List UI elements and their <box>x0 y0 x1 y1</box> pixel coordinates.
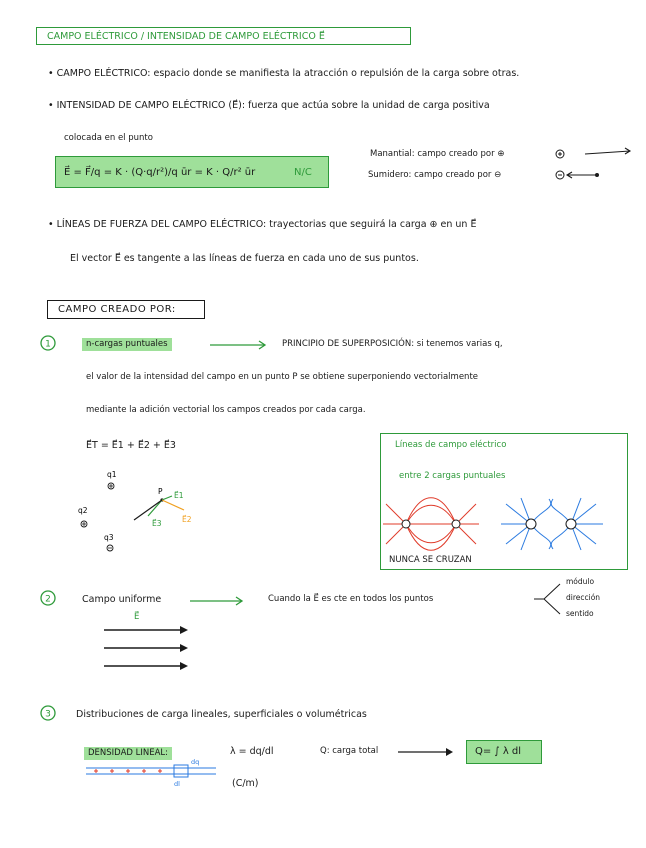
densidad-unit: (C/m) <box>232 778 259 789</box>
item2-vector-label: E⃗ <box>134 612 140 622</box>
lines-box-title2: entre 2 cargas puntuales <box>399 471 506 481</box>
like-charges-field-lines <box>501 498 603 550</box>
item1-label: n-cargas puntuales <box>82 338 172 351</box>
intensity-unit: N/C <box>294 167 312 178</box>
e3-label: E⃗3 <box>152 519 162 528</box>
lines-box-caption: NUNCA SE CRUZAN <box>389 555 472 565</box>
densidad-result: Q= ∫ λ dl <box>475 746 522 757</box>
page-title: CAMPO ELÉCTRICO / INTENSIDAD DE CAMPO ELÉCTRICO E⃗ <box>47 31 325 42</box>
q2-label: q2 <box>78 506 88 515</box>
like-charge-1-icon <box>526 519 536 529</box>
sum-formula: E⃗T = E⃗1 + E⃗2 + E⃗3 <box>86 440 176 451</box>
number-circle-3 <box>40 705 60 725</box>
item2-prop-direccion: dirección <box>566 593 601 602</box>
item2-text: Cuando la E⃗ es cte en todos los puntos <box>268 594 434 604</box>
e1-vector <box>162 496 172 500</box>
intensity-formula: E⃗ = F⃗/q = K · (Q·q/r²)/q ūr = K · Q/r² ūr <box>64 167 256 178</box>
bullet-intensidad-line2: colocada en el punto <box>64 133 153 143</box>
title-box <box>36 27 411 45</box>
sumidero-text: Sumidero: campo creado por ⊖ <box>368 170 502 180</box>
superposition-diagram <box>70 466 210 566</box>
densidad-result-box <box>466 740 542 764</box>
item2-arrow <box>190 596 250 606</box>
item1-line2: el valor de la intensidad del campo en un punto P se obtiene superponiendo vectorialmente <box>86 372 479 382</box>
intensity-formula-box <box>55 156 329 188</box>
item1-arrow <box>210 340 270 350</box>
dl-label: dl <box>174 780 180 788</box>
field-lines-diagram <box>381 494 629 554</box>
item1-principle: PRINCIPIO DE SUPERPOSICIÓN: si tenemos varias q, <box>282 339 503 349</box>
q1-label: q1 <box>107 470 117 479</box>
dq-label: dq <box>191 758 200 766</box>
item2-prop-sentido: sentido <box>566 609 594 618</box>
bullet-lineas-line2: El vector E⃗ es tangente a las líneas de fuerza en cada uno de sus puntos. <box>70 253 419 264</box>
outgoing-arrow-icon <box>585 151 630 154</box>
campo-creado-heading: CAMPO CREADO POR: <box>58 304 176 315</box>
campo-creado-box <box>47 300 205 319</box>
number-2: 2 <box>45 594 51 605</box>
item3-text: Distribuciones de carga lineales, superficiales o volumétricas <box>76 709 367 720</box>
like-charge-2-icon <box>566 519 576 529</box>
source-sink-icons <box>555 147 635 187</box>
field-lines-box <box>380 433 628 570</box>
dl-segment <box>174 765 188 777</box>
lines-box-title1: Líneas de campo eléctrico <box>395 440 507 450</box>
number-circle-2 <box>40 590 60 610</box>
manantial-text: Manantial: campo creado por ⊕ <box>370 149 505 159</box>
e2-vector <box>162 500 184 510</box>
q3-label: q3 <box>104 533 114 542</box>
dipole-positive-icon <box>402 520 410 528</box>
number-circle-1 <box>40 335 60 355</box>
bullet-intensidad: • INTENSIDAD DE CAMPO ELÉCTRICO (E⃗): fuerza que actúa sobre la unidad de carga positiva <box>48 100 490 111</box>
item2-label: Campo uniforme <box>82 594 162 605</box>
e2-label: E⃗2 <box>182 515 192 524</box>
densidad-formula: λ = dq/dl <box>230 746 274 757</box>
dipole-field-lines <box>383 498 479 551</box>
linear-charge-diagram <box>86 760 226 790</box>
p-label: P <box>158 487 163 496</box>
densidad-label: DENSIDAD LINEAL: <box>84 747 172 760</box>
e1-label: E⃗1 <box>174 491 184 500</box>
item1-line3: mediante la adición vectorial los campos creados por cada carga. <box>86 405 366 415</box>
resultant-vector <box>134 500 162 520</box>
dipole-negative-icon <box>452 520 460 528</box>
number-1: 1 <box>45 339 51 350</box>
item2-prop-modulo: módulo <box>566 577 595 586</box>
bullet-lineas-fuerza: • LÍNEAS DE FUERZA DEL CAMPO ELÉCTRICO: trayectorias que seguirá la carga ⊕ en un E⃗ <box>48 219 477 230</box>
item2-brace <box>532 582 562 618</box>
bullet-campo-electrico: • CAMPO ELÉCTRICO: espacio donde se manifiesta la atracción o repulsión de la carga sobre otras. <box>48 68 520 79</box>
densidad-q: Q: carga total <box>320 746 379 756</box>
number-3: 3 <box>45 709 51 720</box>
uniform-field-arrows <box>104 624 194 674</box>
densidad-arrow <box>398 747 458 757</box>
